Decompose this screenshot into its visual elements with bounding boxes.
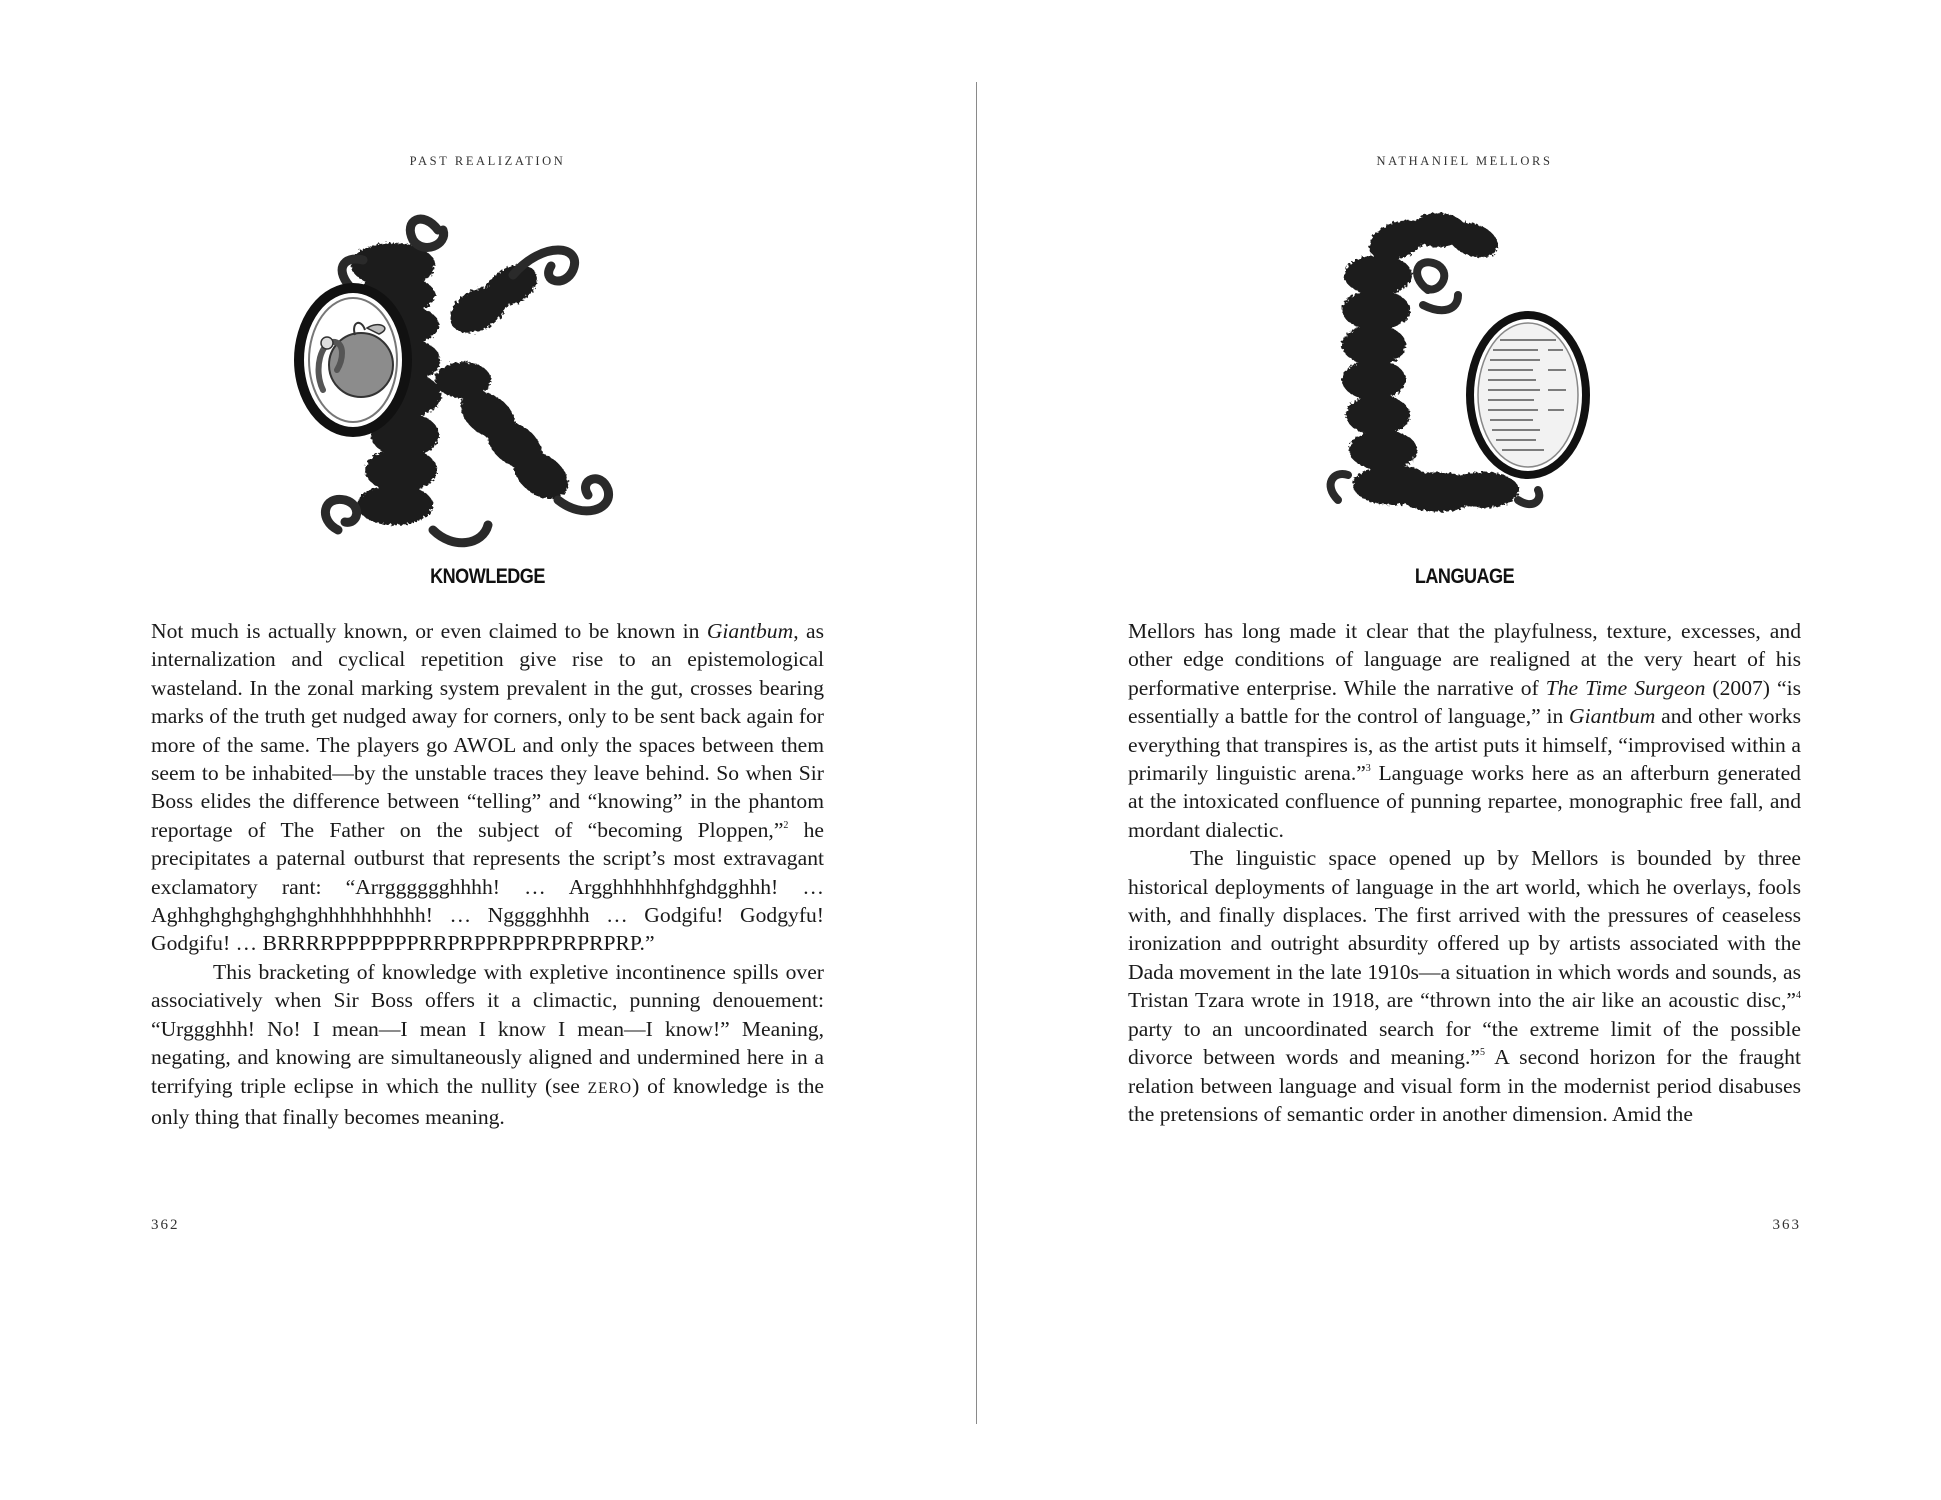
running-head: NATHANIEL MELLORS xyxy=(1376,154,1553,168)
page-number: 362 xyxy=(151,1217,180,1233)
right-page xyxy=(1128,0,1801,1500)
running-head: PAST REALIZATION xyxy=(409,154,566,168)
text-run: and other works everything that transpires is, as the artist puts it himself, “improvised within a primarily linguistic arena.” xyxy=(1128,704,1801,786)
decorated-letter-k-icon xyxy=(283,200,663,560)
italic-title: The Time Surgeon xyxy=(1545,675,1706,700)
italic-title: Giantbum xyxy=(1569,704,1656,729)
text-run: A second horizon for the fraught relation between language and visual form in the modernist period disabuses the pretensions of semantic order in another dimension. Amid the xyxy=(1128,1045,1801,1126)
text-run: Language works here as an afterburn generated at the intoxicated confluence of punning repartee, monographic free fall, and mordant dialectic. xyxy=(1128,761,1801,842)
decorated-letter-l-icon xyxy=(1278,200,1658,560)
cross-reference: ZERO xyxy=(587,1079,633,1097)
body-paragraph xyxy=(1128,617,1801,844)
entry-title: KNOWLEDGE xyxy=(430,565,545,588)
footnote-marker: 4 xyxy=(1796,990,1801,1002)
page-number: 363 xyxy=(1772,1217,1801,1233)
footnote-marker: 5 xyxy=(1479,1047,1485,1059)
text-run: ) of knowledge is the only thing that finally becomes meaning. xyxy=(151,1073,825,1129)
text-run: he precipitates a paternal outburst that represents the script’s most extravagant exclamatory rant: “Arrgggggghhhh! … Argghhhhhhfghdgghhh! … Aghhghghghghghghhhhhhhhhh! … Ngggghhhh … Godgifu! Godgyfu! Godgifu! … BRRRRPPPPPPPRRPRPPRPPRPRPRPRP.” xyxy=(151,817,825,956)
gutter-line xyxy=(976,82,977,1424)
left-page xyxy=(151,0,824,1500)
body-text xyxy=(151,617,824,1131)
text-run: The linguistic space opened up by Mellors is bounded by three historical deployments of language in the art world, which he overlays, fools with, and finally displaces. The first arrived with the pressures of ceaseless ironization and outright absurdity offered up by artists associated with the Dada movement in the late 1910s—a situation in which words and sounds, as Tristan Tzara wrote in 1918, are “thrown into the air like an acoustic disc,” xyxy=(1128,846,1801,1013)
italic-title: Giantbum xyxy=(706,619,794,643)
text-run: , as internalization and cyclical repetition give rise to an epistemological wasteland. In the zonal marking system prevalent in the gut, crosses bearing marks of the truth get nudged away for corners, only to be sent back again for more of the same. The players go AWOL and only the spaces between them seem to be inhabited—by the unstable traces they leave behind. So when Sir Boss elides the difference between “telling” and “knowing” in the phantom reportage of The Father on the subject of “becoming Ploppen,” xyxy=(151,619,824,842)
body-paragraph xyxy=(151,958,824,1131)
text-run: Mellors has long made it clear that the playfulness, texture, excesses, and other edge conditions of language are realigned at the very heart of his performative enterprise. While the narrative of xyxy=(1128,619,1801,700)
text-run: This bracketing of knowledge with expletive incontinence spills over associatively when Sir Boss offers it a climactic, punning denouement: “Urggghhh! No! I mean—I mean I know I mean—I know!” Meaning, negating, and knowing are simultaneously aligned and undermined here in a terrifying triple eclipse in which the nullity (see xyxy=(151,959,824,1098)
entry-title: LANGUAGE xyxy=(1414,565,1515,588)
text-run: (2007) “is essentially a battle for the control of language,” in xyxy=(1128,675,1802,729)
footnote-marker: 3 xyxy=(1365,763,1371,775)
text-run: Not much is actually known, or even claimed to be known in xyxy=(151,619,707,643)
text-run: party to an uncoordinated search for “the extreme limit of the possible divorce between words and meaning.” xyxy=(1128,1016,1801,1070)
body-paragraph xyxy=(1128,844,1801,1128)
footnote-marker: 2 xyxy=(783,819,789,831)
body-paragraph xyxy=(151,617,824,958)
body-text xyxy=(1128,617,1801,1128)
